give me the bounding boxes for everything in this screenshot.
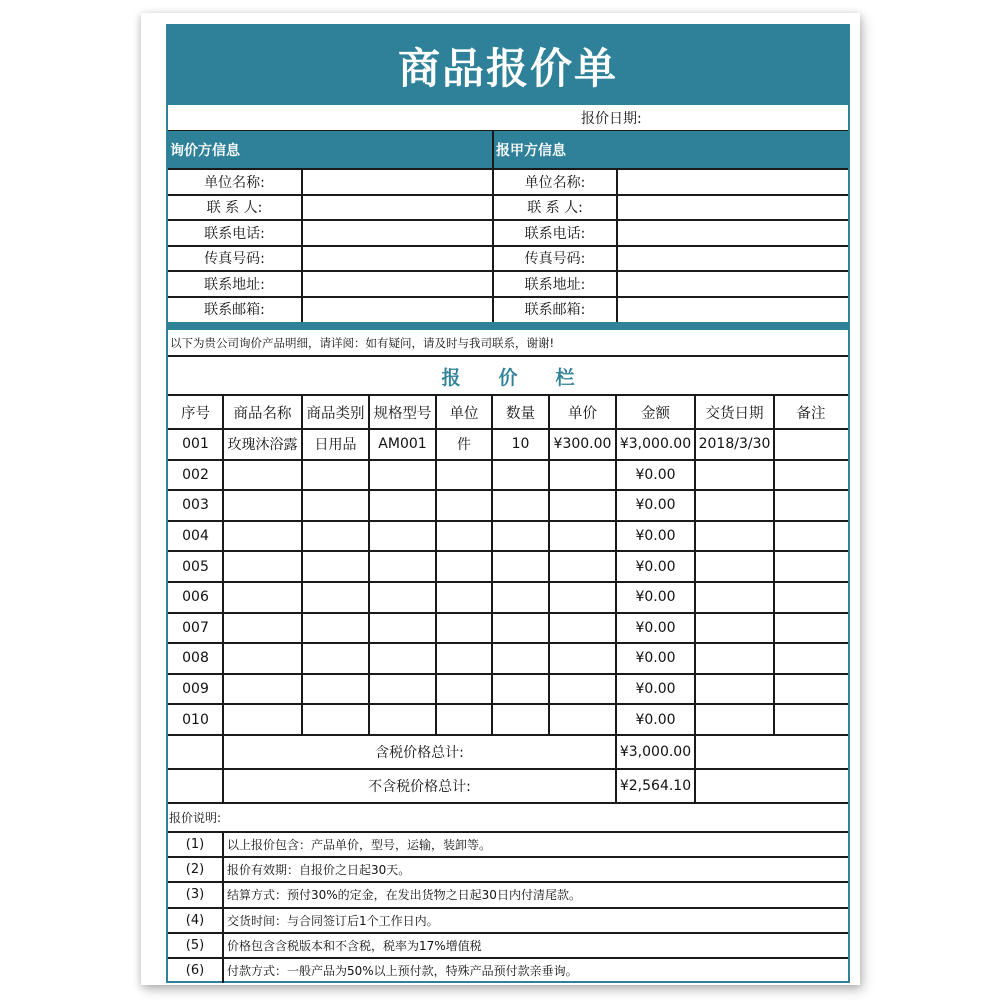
quoter-field-label: 单位名称:	[524, 174, 586, 191]
quoter-header: 报甲方信息	[496, 143, 566, 159]
cell-row-index: 004	[182, 528, 209, 545]
cell-product-name[interactable]	[224, 460, 301, 491]
cell-delivery-date[interactable]	[696, 704, 773, 735]
divider	[301, 395, 303, 735]
cell-amount: ¥0.00	[635, 466, 676, 483]
inquirer-field-label: 联系电话:	[204, 225, 265, 242]
cell-remarks[interactable]	[775, 460, 847, 491]
cell-unit-price[interactable]	[550, 460, 615, 491]
cell-delivery-date[interactable]	[696, 521, 773, 552]
cell-remarks[interactable]	[775, 613, 847, 644]
inquirer-field-label: 联系邮箱:	[204, 302, 265, 319]
cell-product-category[interactable]	[303, 551, 368, 582]
cell-product-category[interactable]	[303, 460, 368, 491]
divider	[222, 832, 224, 983]
quoter-field-input[interactable]	[618, 246, 848, 272]
cell-remarks[interactable]	[775, 429, 847, 460]
quote-date-field[interactable]	[653, 107, 843, 129]
column-header: 单位	[449, 405, 479, 422]
cell-product-name[interactable]: 玫瑰沐浴露	[227, 437, 298, 454]
note-number: (6)	[185, 963, 205, 979]
page-title: 商品报价单	[397, 43, 618, 93]
inquirer-field-label: 联 系 人:	[206, 200, 263, 217]
divider	[615, 735, 617, 803]
column-header: 规格型号	[373, 405, 432, 422]
divider	[694, 395, 696, 735]
column-header: 交货日期	[705, 405, 764, 422]
cell-quantity[interactable]	[493, 613, 548, 644]
column-header: 金额	[641, 405, 670, 422]
cell-delivery-date[interactable]	[696, 460, 773, 491]
divider	[222, 735, 224, 803]
cell-row-index: 009	[182, 681, 209, 698]
cell-product-category[interactable]	[303, 521, 368, 552]
divider	[548, 395, 550, 735]
cell-delivery-date[interactable]	[696, 551, 773, 582]
cell-remarks[interactable]	[775, 643, 847, 674]
inquirer-field-input[interactable]	[303, 195, 492, 221]
cell-spec-model[interactable]	[370, 490, 435, 521]
quoter-field-input[interactable]	[618, 220, 848, 246]
cell-spec-model[interactable]	[370, 521, 435, 552]
cell-quantity[interactable]: 10	[511, 436, 530, 453]
cell-quantity[interactable]	[493, 521, 548, 552]
cell-unit[interactable]	[437, 582, 491, 613]
divider	[222, 395, 224, 735]
cell-amount: ¥0.00	[635, 681, 676, 698]
cell-product-name[interactable]	[224, 551, 301, 582]
cell-unit-price[interactable]	[550, 704, 615, 735]
cell-product-category[interactable]	[303, 582, 368, 613]
cell-unit-price[interactable]	[550, 490, 615, 521]
cell-delivery-date[interactable]	[696, 490, 773, 521]
cell-spec-model[interactable]	[370, 674, 435, 705]
cell-unit-price[interactable]	[550, 551, 615, 582]
cell-row-index: 002	[182, 466, 209, 483]
note-text: 报价有效期：自报价之日起30天。	[227, 863, 411, 878]
column-header: 商品类别	[306, 405, 365, 422]
cell-unit-price[interactable]	[550, 674, 615, 705]
cell-amount: ¥0.00	[635, 558, 676, 575]
inquirer-field-input[interactable]	[303, 246, 492, 272]
quoter-field-label: 联系地址:	[524, 276, 586, 293]
inquirer-field-label: 传真号码:	[204, 251, 265, 268]
notes-header: 报价说明:	[169, 811, 222, 825]
cell-delivery-date[interactable]	[696, 674, 773, 705]
divider	[616, 169, 618, 322]
total-value: ¥2,564.10	[619, 778, 692, 794]
cell-remarks[interactable]	[775, 582, 847, 613]
notice-text: 以下为贵公司询价产品明细，请详阅：如有疑问，请及时与我司联系，谢谢!	[170, 336, 555, 350]
total-label: 含税价格总计:	[375, 745, 464, 761]
cell-quantity[interactable]	[493, 490, 548, 521]
quoter-field-input[interactable]	[618, 271, 848, 297]
cell-spec-model[interactable]	[370, 643, 435, 674]
quote-date-row	[168, 105, 848, 131]
note-number: (5)	[185, 937, 205, 953]
cell-product-name[interactable]	[224, 613, 301, 644]
divider	[615, 395, 617, 735]
cell-delivery-date[interactable]: 2018/3/30	[698, 436, 771, 453]
total-value: ¥3,000.00	[619, 744, 692, 760]
column-header: 备注	[796, 405, 826, 422]
cell-unit[interactable]	[437, 643, 491, 674]
cell-delivery-date[interactable]	[696, 582, 773, 613]
cell-quantity[interactable]	[493, 582, 548, 613]
quote-date-label: 报价日期:	[581, 111, 642, 127]
quoter-field-label: 传真号码:	[524, 251, 586, 268]
cell-spec-model[interactable]	[370, 582, 435, 613]
cell-row-index: 005	[182, 558, 209, 575]
cell-spec-model[interactable]	[370, 704, 435, 735]
cell-unit-price[interactable]	[550, 613, 615, 644]
cell-unit[interactable]	[437, 521, 491, 552]
column-header: 商品名称	[233, 405, 292, 422]
quote-section-title: 报 价 栏	[441, 366, 575, 389]
quoter-field-label: 联 系 人:	[527, 200, 583, 217]
note-text: 结算方式：预付30%的定金，在发出货物之日起30日内付清尾款。	[227, 888, 581, 903]
cell-delivery-date[interactable]	[696, 643, 773, 674]
cell-unit-price[interactable]	[550, 582, 615, 613]
cell-delivery-date[interactable]	[696, 613, 773, 644]
quoter-field-input[interactable]	[618, 195, 848, 221]
cell-product-name[interactable]	[224, 704, 301, 735]
cell-row-index: 008	[182, 650, 209, 667]
cell-amount: ¥0.00	[635, 497, 676, 514]
total-label: 不含税价格总计:	[368, 779, 471, 795]
cell-unit[interactable]	[437, 551, 491, 582]
divider	[368, 395, 370, 735]
inquirer-field-input[interactable]	[303, 271, 492, 297]
note-number: (2)	[185, 862, 205, 878]
cell-amount: ¥0.00	[635, 619, 676, 636]
inquirer-header: 询价方信息	[170, 143, 240, 159]
divider	[773, 395, 775, 735]
cell-product-category[interactable]: 日用品	[314, 437, 357, 454]
inquirer-field-input[interactable]	[303, 220, 492, 246]
cell-amount: ¥0.00	[635, 650, 676, 667]
divider	[301, 169, 303, 322]
cell-unit[interactable]	[437, 460, 491, 491]
cell-unit[interactable]: 件	[457, 437, 471, 454]
cell-spec-model[interactable]: AM001	[378, 436, 427, 453]
quoter-field-input[interactable]	[618, 169, 848, 195]
cell-quantity[interactable]	[493, 643, 548, 674]
cell-unit[interactable]	[437, 674, 491, 705]
separator-band	[168, 322, 848, 330]
quoter-field-input[interactable]	[618, 297, 848, 323]
cell-product-name[interactable]	[224, 582, 301, 613]
cell-product-category[interactable]	[303, 613, 368, 644]
cell-amount: ¥0.00	[635, 589, 676, 606]
cell-row-index: 010	[182, 711, 209, 728]
divider	[435, 395, 437, 735]
inquirer-field-input[interactable]	[303, 169, 492, 195]
cell-remarks[interactable]	[775, 674, 847, 705]
cell-spec-model[interactable]	[370, 613, 435, 644]
cell-unit[interactable]	[437, 704, 491, 735]
note-text: 价格包含含税版本和不含税，税率为17%增值税	[227, 938, 482, 953]
column-header: 序号	[181, 405, 210, 422]
cell-row-index: 007	[182, 619, 209, 636]
cell-row-index: 003	[182, 497, 209, 514]
cell-product-name[interactable]	[224, 490, 301, 521]
note-text: 付款方式：一般产品为50%以上预付款，特殊产品预付款亲垂询。	[227, 964, 578, 979]
cell-unit-price[interactable]	[550, 521, 615, 552]
column-header: 单价	[568, 405, 597, 422]
cell-unit-price[interactable]: ¥300.00	[553, 436, 612, 453]
note-number: (3)	[185, 887, 205, 903]
cell-product-category[interactable]	[303, 704, 368, 735]
inquirer-field-label: 联系地址:	[204, 276, 265, 293]
quoter-field-label: 联系邮箱:	[524, 302, 586, 319]
note-number: (1)	[185, 837, 205, 853]
cell-unit[interactable]	[437, 613, 491, 644]
cell-row-index: 001	[182, 436, 209, 453]
cell-unit-price[interactable]	[550, 643, 615, 674]
note-number: (4)	[185, 912, 205, 928]
cell-product-name[interactable]	[224, 643, 301, 674]
note-text: 以上报价包含：产品单价，型号，运输，装卸等。	[227, 838, 492, 853]
cell-product-name[interactable]	[224, 674, 301, 705]
cell-amount: ¥0.00	[635, 528, 676, 545]
cell-remarks[interactable]	[775, 521, 847, 552]
column-header: 数量	[506, 405, 535, 422]
cell-remarks[interactable]	[775, 551, 847, 582]
cell-amount: ¥0.00	[635, 711, 676, 728]
cell-row-index: 006	[182, 589, 209, 606]
inquirer-field-label: 单位名称:	[204, 174, 265, 191]
cell-product-category[interactable]	[303, 643, 368, 674]
cell-quantity[interactable]	[493, 674, 548, 705]
cell-spec-model[interactable]	[370, 460, 435, 491]
cell-spec-model[interactable]	[370, 551, 435, 582]
quotation-sheet	[166, 24, 850, 983]
cell-amount: ¥3,000.00	[619, 436, 692, 453]
cell-product-category[interactable]	[303, 674, 368, 705]
cell-quantity[interactable]	[493, 704, 548, 735]
quoter-field-label: 联系电话:	[524, 225, 586, 242]
cell-product-category[interactable]	[303, 490, 368, 521]
cell-quantity[interactable]	[493, 460, 548, 491]
cell-product-name[interactable]	[224, 521, 301, 552]
divider	[694, 735, 696, 803]
cell-remarks[interactable]	[775, 490, 847, 521]
inquirer-field-input[interactable]	[303, 297, 492, 323]
cell-unit[interactable]	[437, 490, 491, 521]
cell-quantity[interactable]	[493, 551, 548, 582]
note-text: 交货时间：与合同签订后1个工作日内。	[227, 913, 439, 928]
divider	[491, 395, 493, 735]
cell-remarks[interactable]	[775, 704, 847, 735]
